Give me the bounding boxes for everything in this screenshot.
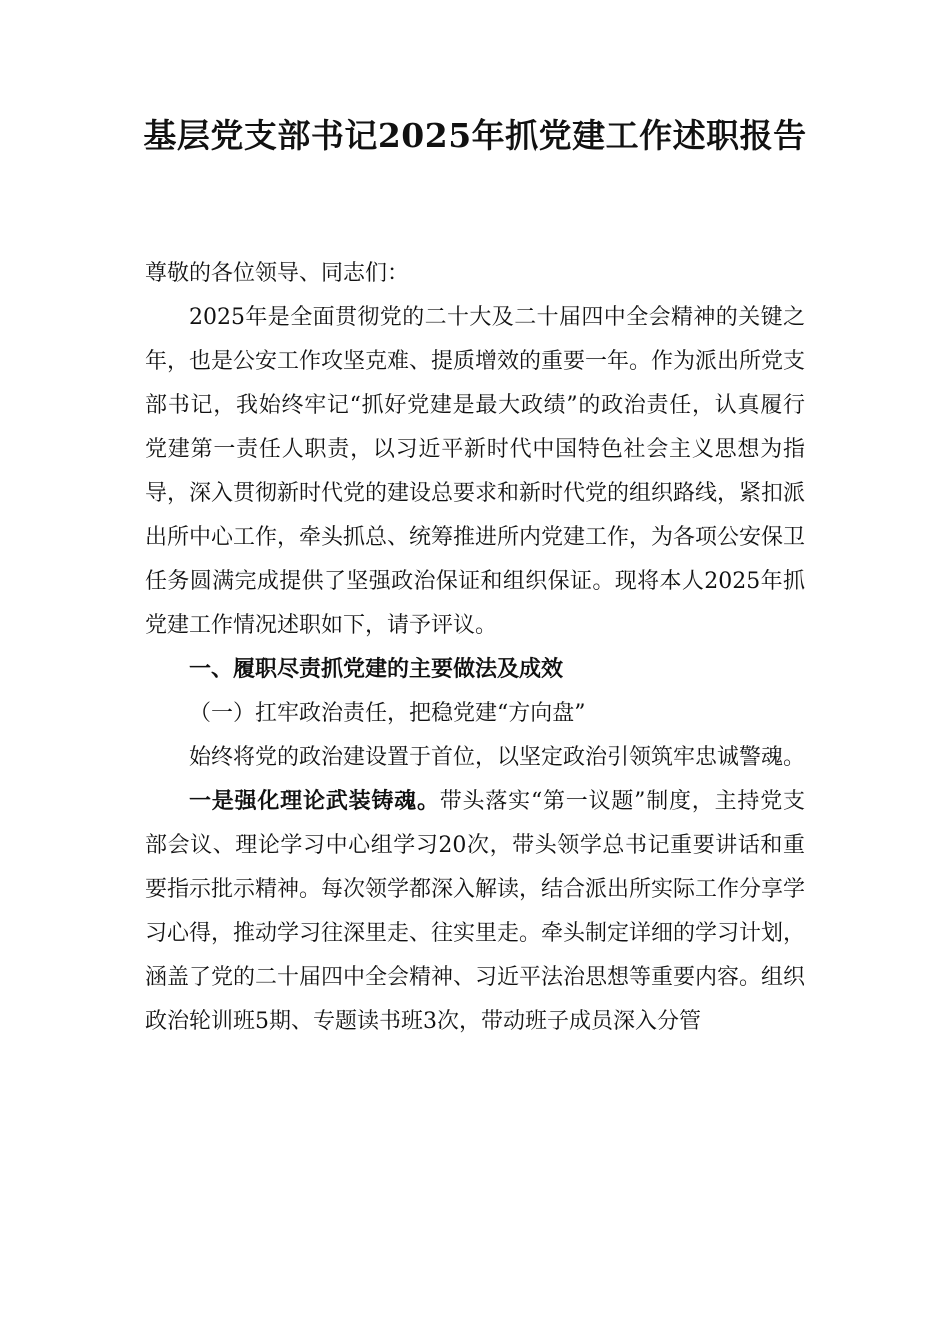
subsection-heading: （一）扛牢政治责任，把稳党建“方向盘” [189, 701, 586, 726]
point-text: 带头落实“第一议题”制度，主持党支部会议、理论学习中心组学习20次，带头领学总书记重要讲话和重要指示批示精神。每次领学都深入解读，结合派出所实际工作分享学习心得，推动学习往深里走、往实里走。牵头制定详细的学习计划，涵盖了党的二十届四中全会精神、习近平法治思想等重要内容。组织政治轮训班5期、专题读书班3次，带动班子成员深入分管 [145, 789, 806, 1034]
intro-paragraph: 2025年是全面贯彻党的二十大及二十届四中全会精神的关键之年，也是公安工作攻坚克难、提质增效的重要一年。作为派出所党支部书记，我始终牢记“抓好党建是最大政绩”的政治责任，认真履行党建第一责任人职责，以习近平新时代中国特色社会主义思想为指导，深入贯彻新时代党的建设总要求和新时代党的组织路线，紧扣派出所中心工作，牵头抓总、统筹推进所内党建工作，为各项公安保卫任务圆满完成提供了坚强政治保证和组织保证。现将本人2025年抓党建工作情况述职如下，请予评议。 [145, 305, 806, 638]
subsection-intro-paragraph: 始终将党的政治建设置于首位，以坚定政治引领筑牢忠诚警魂。 [189, 745, 806, 770]
salutation: 尊敬的各位领导、同志们： [145, 261, 410, 286]
point-lead: 一是强化理论武装铸魂。 [189, 789, 440, 814]
document-title: 基层党支部书记2025年抓党建工作述职报告 [143, 116, 807, 155]
point-paragraph [145, 780, 805, 1044]
document-body [145, 252, 805, 1044]
section-heading: 一、履职尽责抓党建的主要做法及成效 [189, 657, 564, 682]
